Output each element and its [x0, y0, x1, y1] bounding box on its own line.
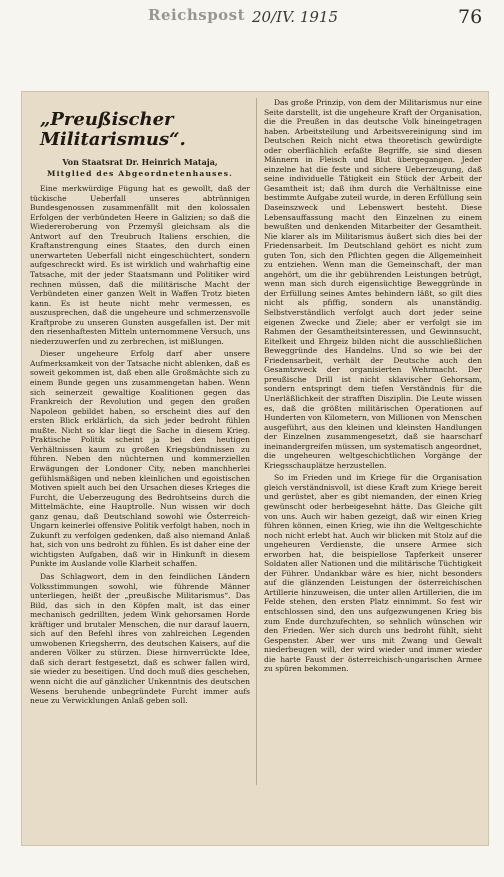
article-paragraph: Dieser ungeheure Erfolg darf aber unsere Aufmerksamkeit von der Tatsache nicht ablenken, daß es soweit gekommen ist, daß eben alle Großmächte sich zu einem Bunde gegen uns zusammengetan haben. Wenn sich seinerzeit gewaltige Koalitionen gegen das Frankreich der Revolution und gegen den großen Napoleon gebildet haben, so erscheint dies auf den ersten Blick erklärlich, da sich jeder bedroht fühlen mußte. Nicht so klar liegt die Sache in diesem Krieg. Praktische Politik scheint ja bei den heutigen Verhältnissen kaum zu großen Kriegsbündnissen zu führen. Neben den nüchternen und kommerziellen Erwägungen der Londoner City, neben manchherlei gefühlsmäßigen und neben kleinlichen und egoistischen Motiven spielt auch bei den Ursachen dieses Krieges die Furcht, die Ueberzeugung des Bedrohtseins durch die Mittelmächte, eine Hauptrolle. Nun wissen wir doch ganz genau, daß Deutschland sowohl wie Österreich-Ungarn keinerlei offensive Politik verfolgt haben, noch in Zukunft zu verfolgen gedenken, daß also niemand Anlaß hat, sich von uns bedroht zu fühlen. Es ist daher eine der wichtigsten Aufgaben, daß wir in Hinkunft in diesem Punkte im Auslande volle Klarheit schaffen.: [30, 349, 250, 569]
newspaper-stamp: Reichspost: [148, 6, 246, 24]
handwritten-date: 20/IV. 1915: [252, 8, 338, 26]
article-paragraph: Das große Prinzip, von dem der Militarismus nur eine Seite darstellt, ist die ungeheure Kraft der Organisation, die die Preußen in das deutsche Volk hineingetragen haben. Arbeitsteilung und Arbeitsvereinigung sind im Deutschen Reich nicht etwa theoretisch gewürdigte oder oberflächlich erfaßte Begriffe, sie sind diesen Männern in Fleisch und Blut übergegangen. Jeder einzelne hat die feste und sichere Ueberzeugung, daß seine individuelle Tätigkeit ein Stück der Arbeit der Gesamtheit ist; daß ihm durch die Verhältnisse eine bestimmte Aufgabe zuteil wurde, in deren Erfüllung sein Daseinszweck und Lebenswert besteht. Diese Lebensauffassung macht den Einzelnen zu einem bewußten und denkenden Mitarbeiter der Gesamtheit. Nie klarer als im Militarismus äußert sich dies bei der Friedensarbeit. Im Deutschland gehört es nicht zum guten Ton, sich den Pflichten gegen die Allgemeinheit zu entziehen. Wenn man die Gemeinschaft, der man angehört, um die ihr gebührenden Leistungen betrügt, wenn man sich durch eigensüchtige Beweggründe in der Erfüllung seines Amtes behindern läßt, so gilt dies nicht als pfiffig, sondern als unanständig. Selbstverständlich verfolgt auch dort jeder seine eigenen Zwecke und Ziele; aber er verfolgt sie im Rahmen der Gesamtheitsinteressen, und Gewinnsucht, Eitelkeit und Ehrgeiz bilden nicht die ausschließlichen Beweggründe des Handelns. Und so wie bei der Friedensarbeit, verhält der Deutsche auch den Gesamtzweck der organisierten Wehrmacht. Der preußische Drill ist nicht sklavischer Gehorsam, sondern entspringt dem tiefen Verständnis für die Unerläßlichkeit der strafften Disziplin. Die Leute wissen es, daß die größten militärischen Operationen auf Hunderten von Kilometern, von Millionen von Menschen ausgeführt, aus den kleinen und kleinsten Handlungen der Einzelnen zusammengesetzt, daß sie haarscharf ineinandergreifen müssen, um systematisch angeordnet, die ungeheuren weltgeschichtlichen Vorgänge der Kriegsschauplätze herzustellen.: [264, 98, 483, 470]
page-number: 76: [458, 6, 483, 28]
article-paragraph: Eine merkwürdige Fügung hat es gewollt, daß der tückische Ueberfall unseres abtrünnigen Bundesgenossen zusammenfällt mit den kolossalen Erfolgen der verbündeten Heere in Galizien; so daß die Wiedereroberung von Przemyšl gleichsam als die Antwort auf den Treubruch Italiens erschien, die Kraftanstrengung eines Staates, den durch einen unerwarteten Ueberfall nicht eingeschüchtert, sondern aufgeschreckt wird. Es ist wirklich und wahrhaftig eine Tatsache, mit der jeder Staatsmann und Politiker wird rechnen müssen, daß die militärische Macht der Verbündeten einer ganzen Welt in Waffen Trotz bieten kann. Es ist heute nicht mehr vermessen, es auszusprechen, daß die ungeheure und schmerzensvolle Kraftprobe zu unseren Gunsten ausgefallen ist. Der mit den riesenhaftesten Mitteln unternommene Versuch, uns niederzuwerfen und zu zerbrechen, ist mißlungen.: [30, 184, 250, 346]
article-title: „Preußischer Militarismus“.: [40, 109, 186, 150]
right-column: [264, 98, 482, 845]
newspaper-clipping: [22, 92, 488, 845]
article-paragraph: So im Frieden und im Kriege für die Organisation gleich verständnisvoll, ist diese Kraft zum Kriege bereit und gerüstet, aber es gibt niemanden, der einen Krieg gewünscht oder herbeigesehnt hätte. Das Gleiche gilt von uns. Auch wir haben gezeigt, daß wir einen Krieg führen können, einen Krieg, wie ihn die Weltgeschichte noch nicht erlebt hat. Auch wir blicken mit Stolz auf die ungeheuren Verdienste, die unsere Armee sich erworben hat, die beispiellose Tapferkeit unserer Soldaten aller Nationen und die militärische Tüchtigkeit der Führer. Undankbar wäre es hier, nicht besonders auf die glänzenden Leistungen der österreichischen Artillerie hinzuweisen, die unter allen Artillerien, die im Felde stehen, den ersten Platz einnimmt. So fest wir entschlossen sind, den uns aufgezwungenen Krieg bis zum Ende durchzufechten, so sehnlich wünschen wir den Frieden. Wer sich durch uns bedroht fühlt, sieht Gespenster. Aber wer uns mit Zwang und Gewalt niederbeugen will, der wird wieder und immer wieder die harte Faust der österreichisch-ungarischen Armee zu spüren bekommen.: [264, 473, 482, 674]
column-divider: [256, 98, 257, 785]
author-affiliation: Mitglied des Abgeordnetenhauses.: [46, 168, 234, 178]
article-paragraph: Das Schlagwort, dem in den feindlichen Ländern Volksstimmungen sowohl, wie führende Männer unterliegen, heißt der „preußische Militarismus“. Das Bild, das sich in den Köpfen malt, ist das einer mechanisch gedrillten, jedem Wink gehorsamen Horde kräftiger und brutaler Menschen, die nur darauf lauern, sich auf den Befehl ihres von zahlreichen Legenden umwobenen Kriegsherrn, des deutschen Kaisers, auf die anderen Völker zu stürzen. Diese hirnverrückte Idee, daß sich derart festgesetzt, daß es schwer fallen wird, sie wieder zu beseitigen. Und doch muß dies geschehen, wenn nicht die auf gänzlicher Unkenntnis des deutschen Wesens beruhende unbegründete Furcht immer aufs neue zu Verwicklungen Anlaß geben soll.: [30, 571, 250, 706]
article-author: Von Staatsrat Dr. Heinrich Mataja,: [62, 157, 218, 167]
left-column: [30, 92, 250, 845]
